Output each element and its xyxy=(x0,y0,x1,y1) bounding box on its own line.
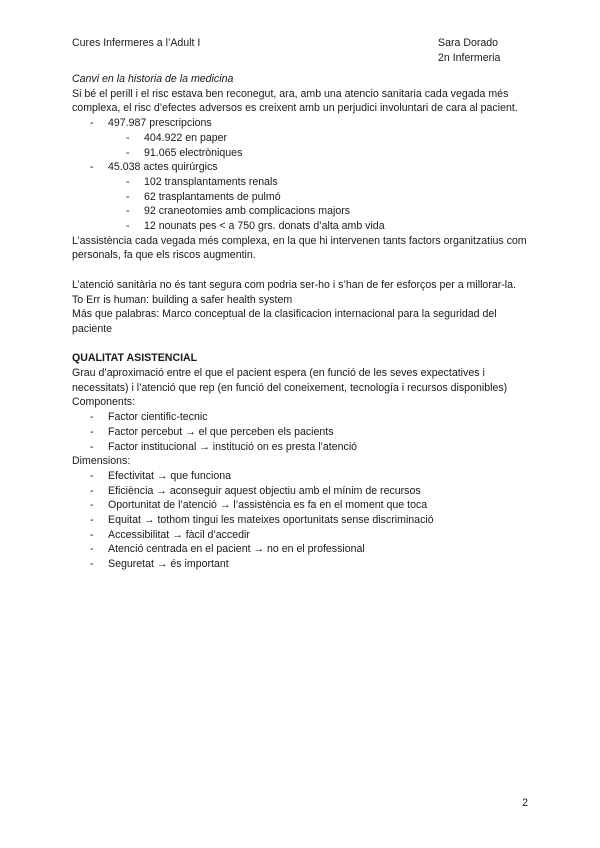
header-author-block xyxy=(438,36,528,65)
sub-list-item: - 404.922 en paper xyxy=(108,131,532,146)
complexity-paragraph: L’assistència cada vegada més complexa, en la que hi intervenen tants factors organitzatius com personals, fa que els riscos augmentin. xyxy=(72,234,527,262)
stat-label: 45.038 actes quirúrgics xyxy=(108,161,218,174)
list-item: - Seguretat → és important xyxy=(72,557,532,572)
reference-1: To Err is human: building a safer health system xyxy=(72,293,293,306)
quality-definition: Grau d’aproximació entre el que el pacient espera (en funció de les seves expectatives i necessitats) i l’atenció que rep (en funció del coneixement, tecnología i recursos disponibles) xyxy=(72,367,508,394)
section-heading: QUALITAT ASISTENCIAL xyxy=(72,352,198,365)
dimensions-list xyxy=(72,469,532,572)
page-number: 2 xyxy=(522,797,528,809)
header-course-title: Cures Infermeres a l’Adult I xyxy=(72,37,201,49)
list-item: - Accessibilitat → fàcil d’accedir xyxy=(72,528,532,543)
reference-2: Más que palabras: Marco conceptual de la clasificacion internacional para la seguridad del paciente xyxy=(72,308,497,335)
list-item: - Oportunitat de l’atenció → l’assistència es fa en el moment que toca xyxy=(72,498,532,513)
list-item: - Factor percebut → el que perceben els pacients xyxy=(72,425,532,440)
document-body xyxy=(72,72,532,572)
sub-list-item: - 12 nounats pes < a 750 grs. donats d’alta amb vida xyxy=(108,219,532,234)
list-item: - Efectivitat → que funciona xyxy=(72,469,532,484)
list-item: - Factor cientific-tecnic xyxy=(72,410,532,425)
sub-list xyxy=(108,131,532,160)
stat-label: 497.987 prescripcions xyxy=(108,117,212,130)
list-item: - Eficiència → aconseguir aquest objectiu amb el mínim de recursos xyxy=(72,484,532,499)
list-item: - Atenció centrada en el pacient → no en el professional xyxy=(72,542,532,557)
section-subtitle: Canvi en la historia de la medicina xyxy=(72,73,234,85)
safety-paragraph: L’atenció sanitària no és tant segura com podria ser-ho i s’han de fer esforços per a millorar-la. xyxy=(72,278,516,291)
list-item xyxy=(72,116,532,160)
intro-paragraph: Si bé el perill i el risc estava ben reconegut, ara, amb una atencio sanitaria cada vegada més complexa, el risc d’efectes adversos es creixent amb un perjudici involuntari de cara al pacient. xyxy=(72,87,518,115)
header-program: 2n Infermeria xyxy=(438,51,501,64)
list-item: - Equitat → tothom tingui les mateixes oportunitats sense discriminació xyxy=(72,513,532,528)
components-label: Components: xyxy=(72,396,136,409)
sub-list xyxy=(108,175,532,234)
sub-list-item: - 92 craneotomies amb complicacions majors xyxy=(108,204,532,219)
sub-list-item: - 62 trasplantaments de pulmó xyxy=(108,190,532,205)
sub-list-item: - 91.065 electròniques xyxy=(108,146,532,161)
list-item: - Factor institucional → institució on es presta l’atenció xyxy=(72,440,532,455)
stats-list xyxy=(72,116,532,234)
components-list xyxy=(72,410,532,454)
sub-list-item: - 102 transplantaments renals xyxy=(108,175,532,190)
header-author: Sara Dorado xyxy=(438,37,499,49)
dimensions-label: Dimensions: xyxy=(72,455,131,468)
list-item xyxy=(72,160,532,234)
